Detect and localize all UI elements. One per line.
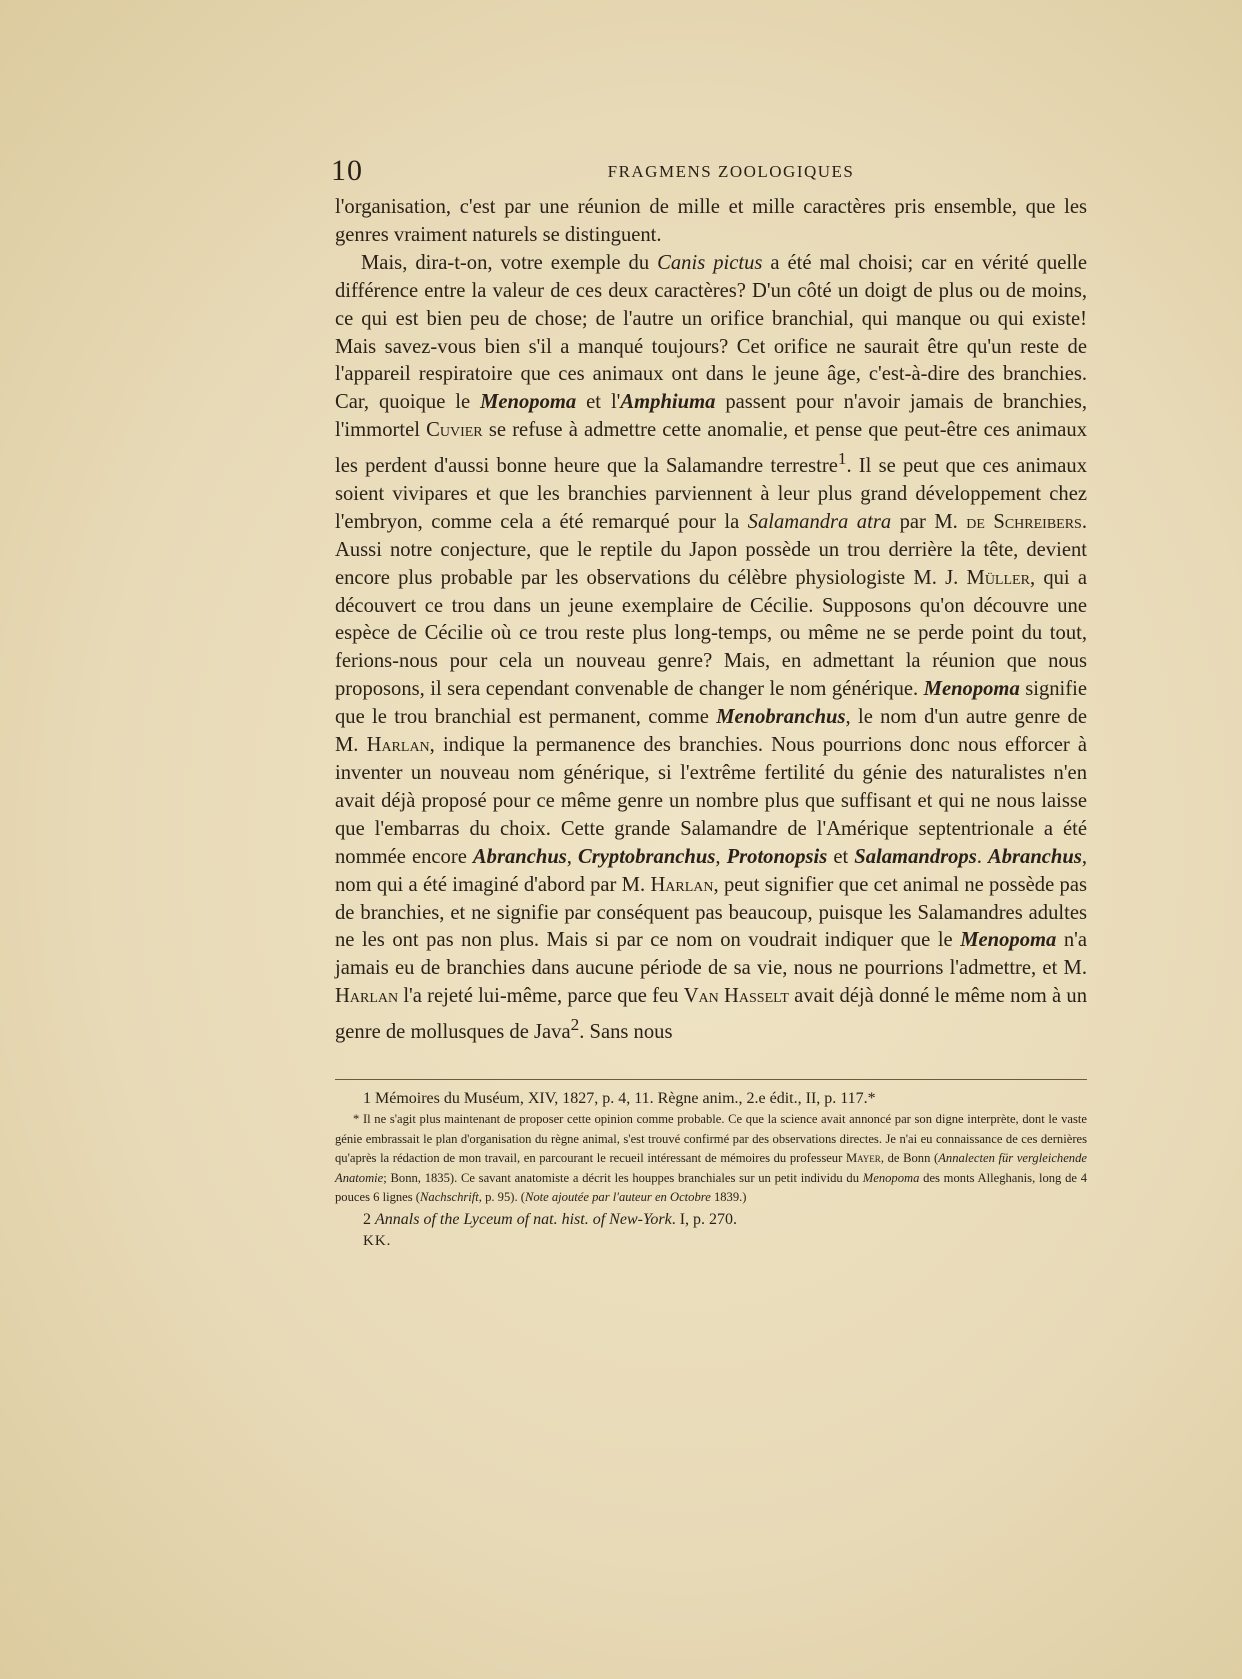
- footnote-star-note: * Il ne s'agit plus maintenant de proposer cette opinion comme probable. Ce que la science avait annoncé par son digne interprète, dont le vaste génie embrassait le plan d'organisation du règne animal, s'est trouvé confirmé par des observations directes. Je n'ai eu connaissance de ces dernières qu'après la rédaction de mon travail, en parcourant le recueil intéressant de mémoires du professeur Mayer, de Bonn (Annalecten für vergleichende Anatomie; Bonn, 1835). Ce savant anatomiste a décrit les houppes branchiales sur un petit individu du Menopoma des monts Alleghanis, long de 4 pouces 6 lignes (Nachschrift, p. 95). (Note ajoutée par l'auteur en Octobre 1839.): [335, 1111, 1087, 1205]
- taxon-menopoma: Menopoma: [923, 678, 1020, 701]
- author-cuvier: Cuvier: [426, 419, 483, 442]
- taxon-cryptobranchus: Cryptobranchus: [578, 845, 716, 868]
- citation-nachschrift: Nachschrift: [420, 1190, 479, 1205]
- page-number: 10: [331, 154, 363, 187]
- page-header: [331, 154, 1087, 190]
- page: [331, 154, 1088, 1251]
- author-schreibers: de Schreibers: [966, 510, 1082, 533]
- citation-annals-lyceum: Annals of the Lyceum of nat. hist. of New-York: [375, 1210, 672, 1228]
- footnotes: [335, 1079, 1087, 1252]
- taxon-abranchus: Abranchus: [987, 845, 1082, 868]
- taxon-menopoma: Menopoma: [960, 929, 1057, 952]
- taxon-abranchus: Abranchus: [472, 845, 567, 868]
- taxon-protonopsis: Protonopsis: [726, 845, 828, 868]
- body-text: [335, 194, 1087, 1047]
- taxon-amphiuma: Amphiuma: [620, 391, 716, 414]
- taxon-salamandra-atra: Salamandra atra: [747, 510, 892, 533]
- author-harlan: Harlan: [650, 873, 714, 896]
- running-title: FRAGMENS ZOOLOGIQUES: [607, 162, 855, 181]
- author-van-hasselt: Van Hasselt: [683, 985, 789, 1008]
- taxon-menopoma: Menopoma: [862, 1170, 920, 1185]
- footnote-ref-1[interactable]: 1: [837, 449, 847, 469]
- author-harlan: Harlan: [366, 734, 430, 757]
- note-ajoutee: Note ajoutée par l'auteur en Octobre: [524, 1190, 711, 1205]
- author-muller: Müller: [966, 566, 1030, 589]
- paragraph-1: l'organisation, c'est par une réunion de mille et mille caractères pris ensemble, que les genres vraiment naturels se distinguent.: [335, 196, 1087, 246]
- paragraph-2: Mais, dira-t-on, votre exemple du Canis pictus a été mal choisi; car en vérité quelle différence entre la valeur de ces deux caractères? D'un côté un doigt de plus ou de moins, ce qui est bien peu de chose; de l'autre un orifice branchial, qui manque ou qui existe! Mais savez-vous bien s'il a manqué toujours? Cet orifice ne saurait être qu'un reste de l'appareil respiratoire que ces animaux ont dans le jeune âge, c'est-à-dire des branchies. Car, quoique le Menopoma et l'Amphiuma passent pour n'avoir jamais de branchies, l'immortel Cuvier se refuse à admettre cette anomalie, et pense que peut-être ces animaux les perdent d'aussi bonne heure que la Salamandre terrestre$^1$. Il se peut que ces animaux soient vivipares et que les branchies parviennent à leur plus grand développement chez l'embryon, comme cela a été remarqué pour la Salamandra atra par M. de Schreibers. Aussi notre conjecture, que le reptile du Japon possède un trou derrière la tête, devient encore plus probable par les observations du célèbre physiologiste M. J. Müller, qui a découvert ce trou dans un jeune exemplaire de Cécilie. Supposons qu'on découvre une espèce de Cécilie où ce trou reste plus long-temps, ou même ne se perde point du tout, ferions-nous pour cela un nouveau genre? Mais, en admettant la réunion que nous proposons, il sera cependant convenable de changer le nom générique. Menopoma signifie que le trou branchial est permanent, comme Menobranchus, le nom d'un autre genre de M. Harlan, indique la permanence des branchies. Nous pourrions donc nous efforcer à inventer un nouveau nom générique, si l'extrême fertilité du génie des naturalistes n'en avait déjà proposé pour ce même genre un nombre plus que suffisant et qui ne nous laisse que l'embarras du choix. Cette grande Salamandre de l'Amérique septentrionale a été nommée encore Abranchus, Cryptobranchus, Protonopsis et Salamandrops. Abranchus, nom qui a été imaginé d'abord par M. Harlan, peut signifier que cet animal ne possède pas de branchies, et ne signifie par conséquent pas beaucoup, puisque les Salamandres adultes ne les ont pas non plus. Mais si par ce nom on voudrait indiquer que le Menopoma n'a jamais eu de branchies dans aucune période de sa vie, nous ne pourrions l'admettre, et M. Harlan l'a rejeté lui-même, parce que feu Van Hasselt avait déjà donné le même nom à un genre de mollusques de Java$^2$. Sans nous: [335, 251, 1088, 1043]
- signature-mark: KK.: [363, 1232, 392, 1249]
- footnote-1: 1 Mémoires du Muséum, XIV, 1827, p. 4, 11. Règne anim., 2.e édit., II, p. 117.*: [363, 1089, 876, 1107]
- footnote-ref-2[interactable]: 2: [570, 1015, 580, 1035]
- footnote-2: 2 Annals of the Lyceum of nat. hist. of New-York. I, p. 270.: [363, 1210, 738, 1228]
- author-mayer: Mayer: [845, 1151, 881, 1166]
- taxon-canis-pictus: Canis pictus: [657, 251, 763, 274]
- taxon-menobranchus: Menobranchus: [716, 706, 846, 729]
- citation-annalecten: Annalecten für vergleichende Anatomie: [335, 1151, 1087, 1185]
- taxon-menopoma: Menopoma: [480, 391, 577, 414]
- author-harlan: Harlan: [335, 985, 399, 1008]
- taxon-salamandrops: Salamandrops: [854, 845, 977, 868]
